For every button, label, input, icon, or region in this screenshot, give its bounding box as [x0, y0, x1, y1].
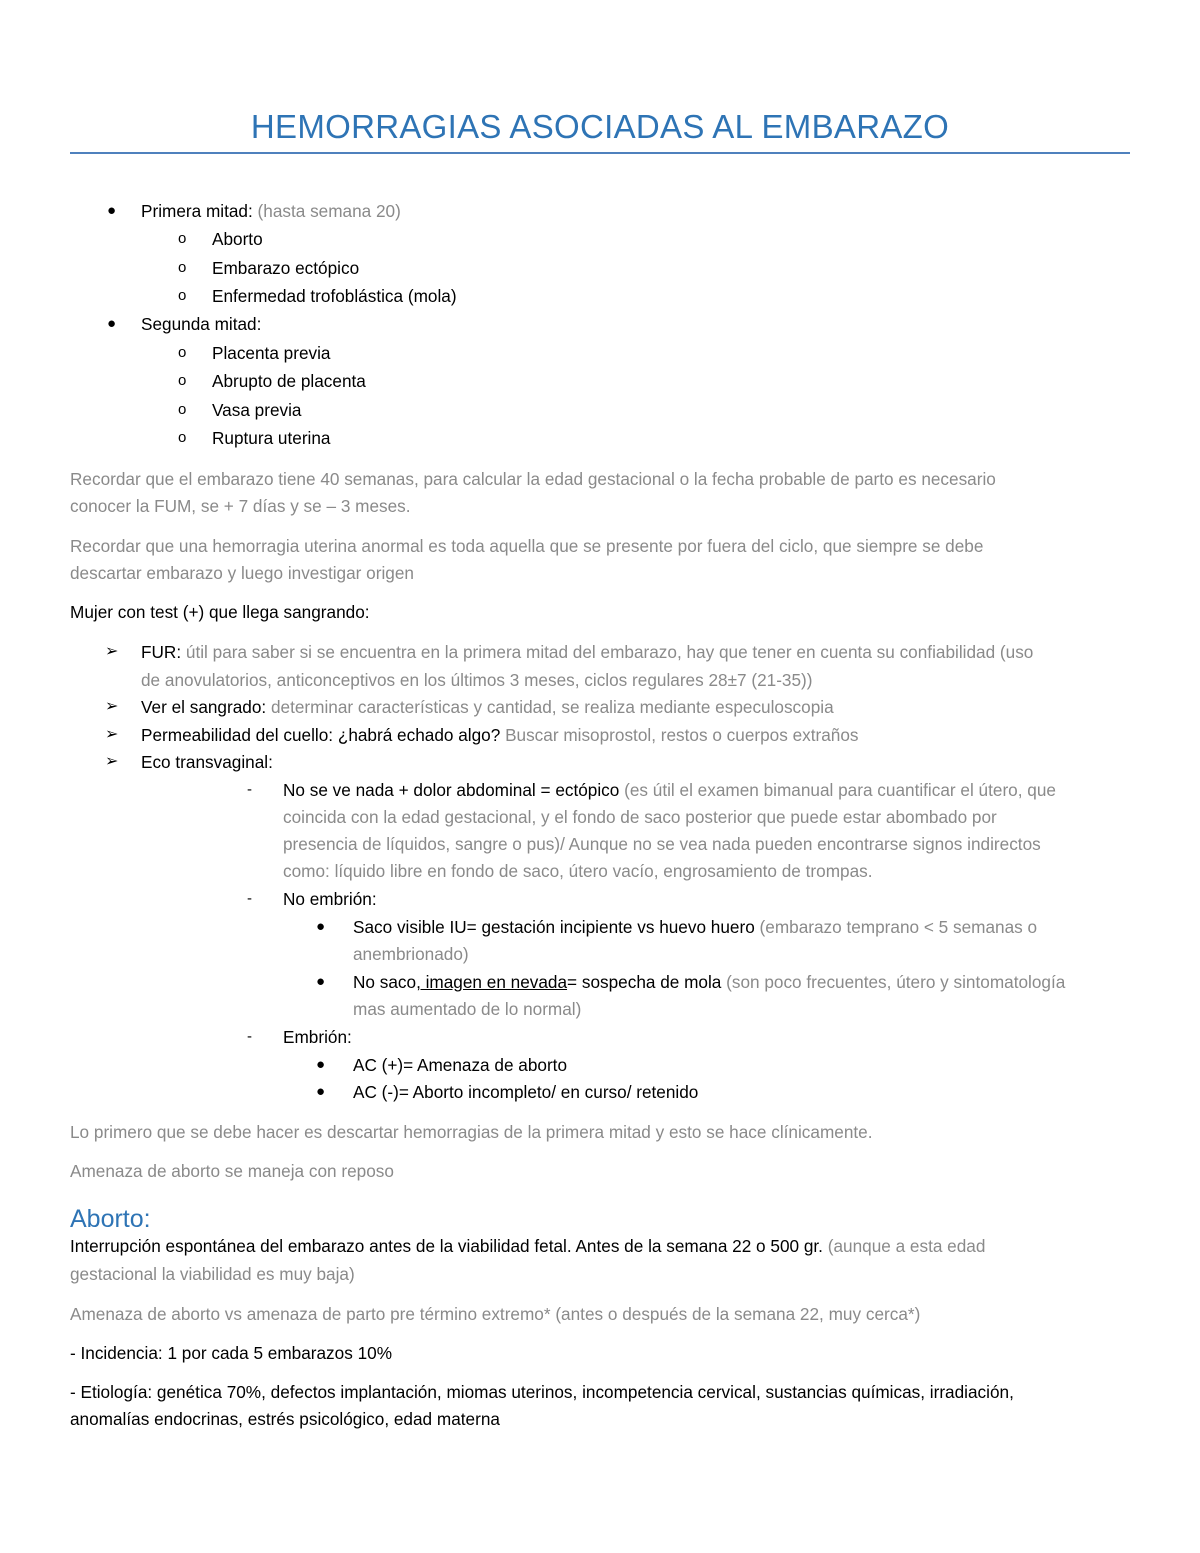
circle-bullet-icon: o [178, 372, 187, 389]
embryo-item: AC (-)= Aborto incompleto/ en curso/ retenido [353, 1082, 699, 1102]
first-half-item [141, 200, 401, 222]
note-line: Lo primero que se debe hacer es descartar hemorragias de la primera mitad y esto se hace clínicamente. [70, 1122, 873, 1142]
aborto-definition-text: Interrupción espontánea del embarazo antes de la viabilidad fetal. Antes de la semana 22 o 500 gr. [70, 1236, 823, 1256]
eco-nothing-text-cont: coincida con la edad gestacional, y el fondo de saco posterior que puede estar abombado por [283, 807, 997, 827]
aborto-etiology-cont: anomalías endocrinas, estrés psicológico, edad materna [70, 1409, 500, 1429]
eco-nothing-item [283, 779, 1056, 801]
list-item: Embarazo ectópico [212, 258, 360, 278]
list-item: Vasa previa [212, 400, 302, 420]
circle-bullet-icon: o [178, 401, 187, 418]
dash-bullet-icon: - [247, 781, 252, 798]
visible-sac-text: (embarazo temprano < 5 semanas o [759, 917, 1038, 937]
bullet-icon: ● [107, 202, 117, 219]
fur-item [141, 641, 1033, 663]
no-sac-item [353, 971, 1065, 993]
permeability-label: Permeabilidad del cuello: ¿habrá echado algo? [141, 725, 501, 745]
bullet-icon: ● [316, 973, 326, 990]
title-underline [70, 152, 1130, 154]
circle-bullet-icon: o [178, 287, 187, 304]
second-half-label: Segunda mitad: [141, 314, 262, 334]
eco-nothing-text-cont: presencia de líquidos, sangre o pus)/ Aunque no se vea nada pueden encontrarse signos indirectos [283, 834, 1041, 854]
bullet-icon: ● [316, 918, 326, 935]
permeability-item [141, 724, 859, 746]
note-line: Amenaza de aborto se maneja con reposo [70, 1161, 394, 1181]
no-sac-label: No saco [353, 972, 417, 992]
no-embryo-label: No embrión: [283, 889, 377, 909]
aborto-etiology: - Etiología: genética 70%, defectos implantación, miomas uterinos, incompetencia cervical, sustancias químicas, irradiación, [70, 1382, 1014, 1402]
reminder-line: Recordar que el embarazo tiene 40 semanas, para calcular la edad gestacional o la fecha probable de parto es necesario [70, 469, 996, 489]
circle-bullet-icon: o [178, 230, 187, 247]
mola-suspicion-label: = sospecha de mola [567, 972, 722, 992]
arrow-bullet-icon: ➢ [105, 726, 119, 743]
reminder-line: Recordar que una hemorragia uterina anormal es toda aquella que se presente por fuera del ciclo, que siempre se debe [70, 536, 984, 556]
section-heading: Mujer con test (+) que llega sangrando: [70, 602, 370, 622]
no-sac-text: (son poco frecuentes, útero y sintomatología [726, 972, 1066, 992]
eco-nothing-text-cont: como: líquido libre en fondo de saco, útero vacío, engrosamiento de trompas. [283, 861, 873, 881]
list-item: Enfermedad trofoblástica (mola) [212, 286, 457, 306]
list-item: Abrupto de placenta [212, 371, 366, 391]
permeability-text: Buscar misoprostol, restos o cuerpos extraños [505, 725, 859, 745]
circle-bullet-icon: o [178, 259, 187, 276]
arrow-bullet-icon: ➢ [105, 753, 119, 770]
no-sac-text-cont: mas aumentado de lo normal) [353, 999, 582, 1019]
fur-label: FUR: [141, 642, 182, 662]
embryo-item: AC (+)= Amenaza de aborto [353, 1055, 568, 1075]
visible-sac-item [353, 916, 1037, 938]
circle-bullet-icon: o [178, 344, 187, 361]
aborto-definition-note: (aunque a esta edad [827, 1236, 986, 1256]
dash-bullet-icon: - [247, 1028, 252, 1045]
arrow-bullet-icon: ➢ [105, 643, 119, 660]
fur-text-cont: de anovulatorios, anticonceptivos en los últimos 3 meses, ciclos regulares 28±7 (21-35)) [141, 670, 813, 690]
visible-sac-text-cont: anembrionado) [353, 944, 469, 964]
aborto-threat-line: Amenaza de aborto vs amenaza de parto pre término extremo* (antes o después de la semana 22, muy cerca*) [70, 1304, 921, 1324]
aborto-heading: Aborto: [70, 1205, 151, 1233]
bleeding-label: Ver el sangrado: [141, 697, 267, 717]
page-title: HEMORRAGIAS ASOCIADAS AL EMBARAZO [250, 108, 950, 145]
first-half-note: (hasta semana 20) [257, 201, 401, 221]
arrow-bullet-icon: ➢ [105, 698, 119, 715]
bullet-icon: ● [107, 315, 117, 332]
aborto-definition [70, 1235, 985, 1257]
reminder-line: conocer la FUM, se + 7 días y se – 3 meses. [70, 496, 411, 516]
dash-bullet-icon: - [247, 890, 252, 907]
list-item: Ruptura uterina [212, 428, 331, 448]
list-item: Aborto [212, 229, 263, 249]
aborto-definition-note-cont: gestacional la viabilidad es muy baja) [70, 1264, 355, 1284]
embryo-label: Embrión: [283, 1027, 352, 1047]
circle-bullet-icon: o [178, 429, 187, 446]
bullet-icon: ● [316, 1083, 326, 1100]
snowstorm-image-label: , imagen en nevada [416, 972, 568, 992]
first-half-label: Primera mitad: [141, 201, 253, 221]
eco-nothing-label: No se ve nada + dolor abdominal = ectópico [283, 780, 620, 800]
bullet-icon: ● [316, 1056, 326, 1073]
bleeding-item [141, 696, 834, 718]
list-item: Placenta previa [212, 343, 331, 363]
visible-sac-label: Saco visible IU= gestación incipiente vs huevo huero [353, 917, 755, 937]
bleeding-text: determinar características y cantidad, se realiza mediante especuloscopia [270, 697, 834, 717]
aborto-incidence: - Incidencia: 1 por cada 5 embarazos 10% [70, 1343, 392, 1363]
eco-nothing-text: (es útil el examen bimanual para cuantificar el útero, que [624, 780, 1056, 800]
reminder-line: descartar embarazo y luego investigar origen [70, 563, 414, 583]
fur-text: útil para saber si se encuentra en la primera mitad del embarazo, hay que tener en cuenta su confiabilidad (uso [185, 642, 1034, 662]
eco-label: Eco transvaginal: [141, 752, 273, 772]
